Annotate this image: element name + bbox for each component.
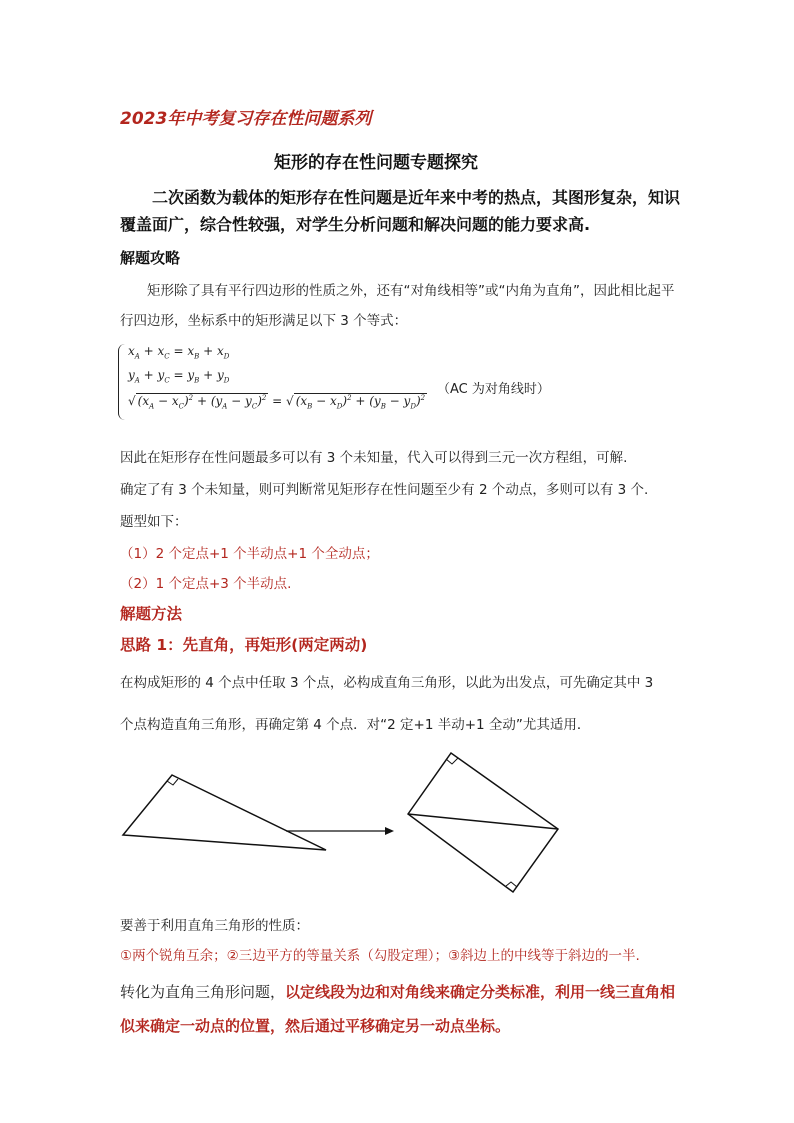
formula-x-equation: $x_A + x_C = x_B + x_D$: [128, 344, 230, 361]
rectangle-diagram: [110, 748, 570, 898]
idea-1-heading: 思路 1：先直角，再矩形(两定两动): [120, 636, 368, 654]
moving-points-line: 确定了有 3 个未知量，则可判断常见矩形存在性问题至少有 2 个动点，多则可以有 3 个.: [120, 482, 649, 498]
idea-1-desc-2: 个点构造直角三角形，再确定第 4 个点．对“2 定+1 半动+1 全动”尤其适用．: [120, 717, 591, 733]
strategy-paragraph: 矩形除了具有平行四边形的性质之外，还有“对角线相等”或“内角为直角”，因此相比起平行四边形，坐标系中的矩形满足以下 3 个等式：: [120, 283, 675, 329]
series-title: 2023年中考复习存在性问题系列: [120, 109, 372, 129]
idea-1-desc-1: 在构成矩形的 4 个点中任取 3 个点，必构成直角三角形，以此为出发点，可先确定其中 3: [120, 675, 654, 691]
rectangle-outline: [408, 753, 558, 892]
page-title: 矩形的存在性问题专题探究: [274, 153, 478, 173]
rectangle-shape: [408, 753, 558, 892]
type-1: （1）2 个定点+1 个半动点+1 个全动点；: [120, 546, 379, 562]
method-heading: 解题方法: [120, 605, 183, 623]
right-angle-mark-top: [446, 758, 458, 764]
transform-arrow: [286, 827, 394, 835]
conclusion-bold: 以定线段为边和对角线来确定分类标准，利用一线三直角相似来确定一动点的位置，然后通过平移确定另一动点坐标。: [120, 983, 676, 1035]
strategy-heading: 解题攻略: [120, 249, 181, 267]
formula-diagonal-equation: √ $(x_A - x_C)^2 + (y_A - y_C)^2$ = √ $(x_B - x_D)^2 + (y_B - y_D)^2$: [128, 394, 426, 411]
conclusion-normal: 转化为直角三角形问题，: [120, 983, 286, 1001]
types-intro: 题型如下：: [120, 514, 188, 530]
right-triangle: [123, 775, 326, 850]
brace-symbol: [118, 344, 125, 420]
triangle-shape: [123, 775, 326, 850]
rectangle-diagonal: [408, 814, 558, 829]
unknowns-line: 因此在矩形存在性问题最多可以有 3 个未知量，代入可以得到三元一次方程组，可解.: [120, 450, 628, 466]
properties-list: ①两个锐角互余；②三边平方的等量关系（勾股定理）；③斜边上的中线等于斜边的一半.: [120, 948, 640, 964]
right-angle-mark-bottom: [506, 882, 517, 887]
type-2: （2）1 个定点+3 个半动点.: [120, 576, 292, 592]
formula-y-equation: $y_A + y_C = y_B + y_D$: [128, 368, 230, 385]
properties-intro: 要善于利用直角三角形的性质：: [120, 918, 309, 934]
intro-paragraph: 二次函数为载体的矩形存在性问题是近年来中考的热点，其图形复杂，知识覆盖面广，综合性较强，对学生分析问题和解决问题的能力要求高.: [120, 188, 681, 234]
formula-note: （AC 为对角线时）: [437, 382, 550, 397]
conclusion-paragraph: [120, 975, 680, 1043]
